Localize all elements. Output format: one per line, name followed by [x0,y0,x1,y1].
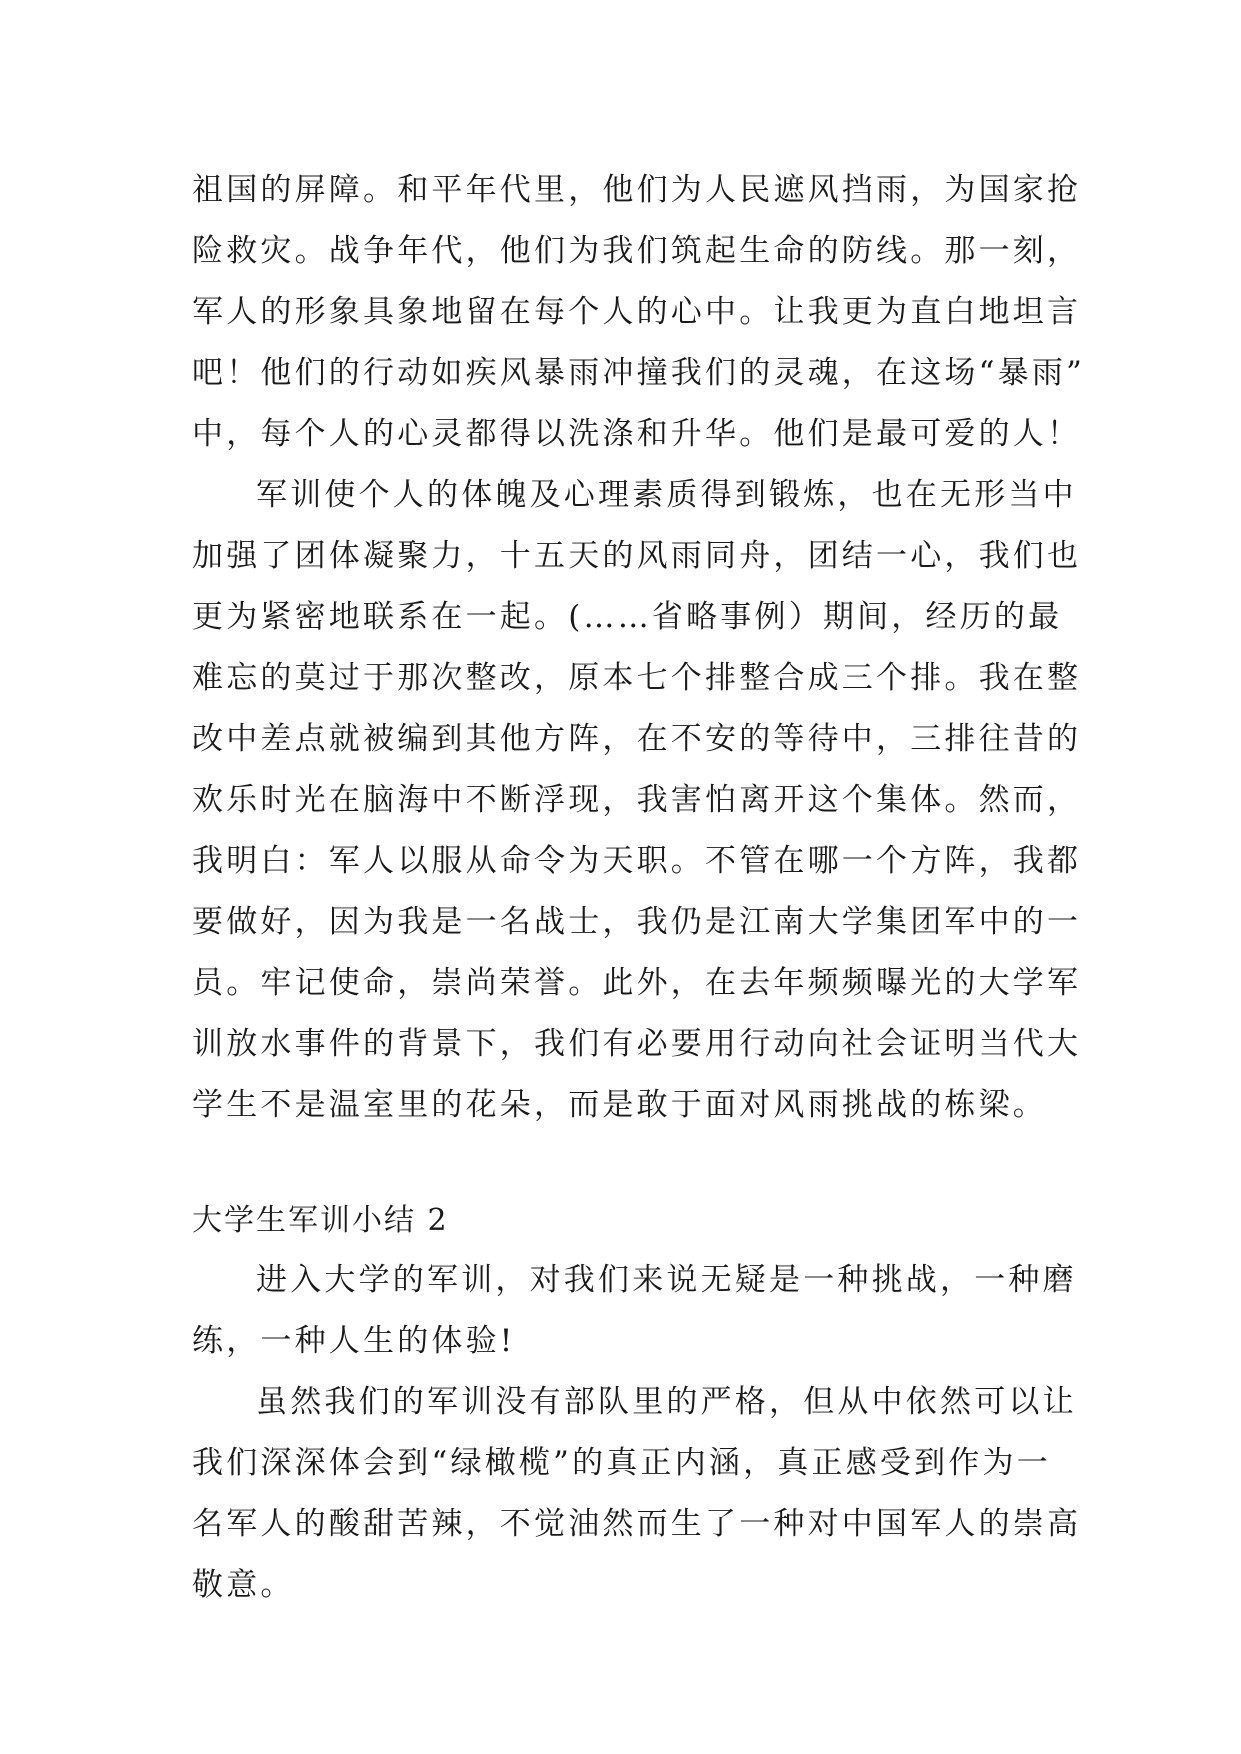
text-line: 虽然我们的军训没有部队里的严格，但从中依然可以让 [256,1384,1077,1420]
text-line: 更为紧密地联系在一起。(……省略事例）期间，经历的最 [192,599,1063,635]
text-line: 吧！他们的行动如疾风暴雨冲撞我们的灵魂，在这场“暴雨” [192,355,1086,391]
text-line: 改中差点就被编到其他方阵，在不安的等待中，三排往昔的 [192,721,1082,757]
text-line: 练，一种人生的体验! [192,1323,516,1359]
section-title: 大学生军训小结 2 [192,1203,449,1238]
document-body [192,160,1086,1616]
text-line: 祖国的屏障。和平年代里，他们为人民遮风挡雨，为国家抢 [192,172,1082,208]
section-spacer [192,1136,1052,1192]
text-line: 学生不是温室里的花朵，而是敢于面对风雨挑战的栋梁。 [192,1087,1047,1123]
text-line: 员。牢记使命，崇尚荣誉。此外，在去年频频曝光的大学军 [192,965,1082,1001]
text-line: 难忘的莫过于那次整改，原本七个排整合成三个排。我在整 [192,660,1082,696]
text-line: 进入大学的军训，对我们来说无疑是一种挑战，一种磨 [256,1262,1077,1298]
paragraph-1 [192,160,1086,465]
text-line: 欢乐时光在脑海中不断浮现，我害怕离开这个集体。然而， [192,782,1082,818]
text-line: 名军人的酸甜苦辣，不觉油然而生了一种对中国军人的崇高 [192,1506,1082,1542]
text-line: 加强了团体凝聚力，十五天的风雨同舟，团结一心，我们也 [192,538,1082,574]
text-line: 我明白：军人以服从命令为天职。不管在哪一个方阵，我都 [192,843,1082,879]
text-line: 敬意。 [192,1567,295,1603]
text-line: 中，每个人的心灵都得以洗涤和升华。他们是最可爱的人！ [192,416,1082,452]
text-line: 军训使个人的体魄及心理素质得到锻炼，也在无形当中 [256,477,1077,513]
text-line: 要做好，因为我是一名战士，我仍是江南大学集团军中的一 [192,904,1082,940]
text-line: 险救灾。战争年代，他们为我们筑起生命的防线。那一刻， [192,233,1082,269]
text-line: 训放水事件的背景下，我们有必要用行动向社会证明当代大 [192,1026,1082,1062]
paragraph-3 [192,1250,1077,1372]
paragraph-2 [192,465,1082,1136]
text-line: 军人的形象具象地留在每个人的心中。让我更为直白地坦言 [192,294,1082,330]
text-line: 我们深深体会到“绿橄榄”的真正内涵，真正感受到作为一 [192,1445,1051,1481]
paragraph-4 [192,1372,1082,1616]
